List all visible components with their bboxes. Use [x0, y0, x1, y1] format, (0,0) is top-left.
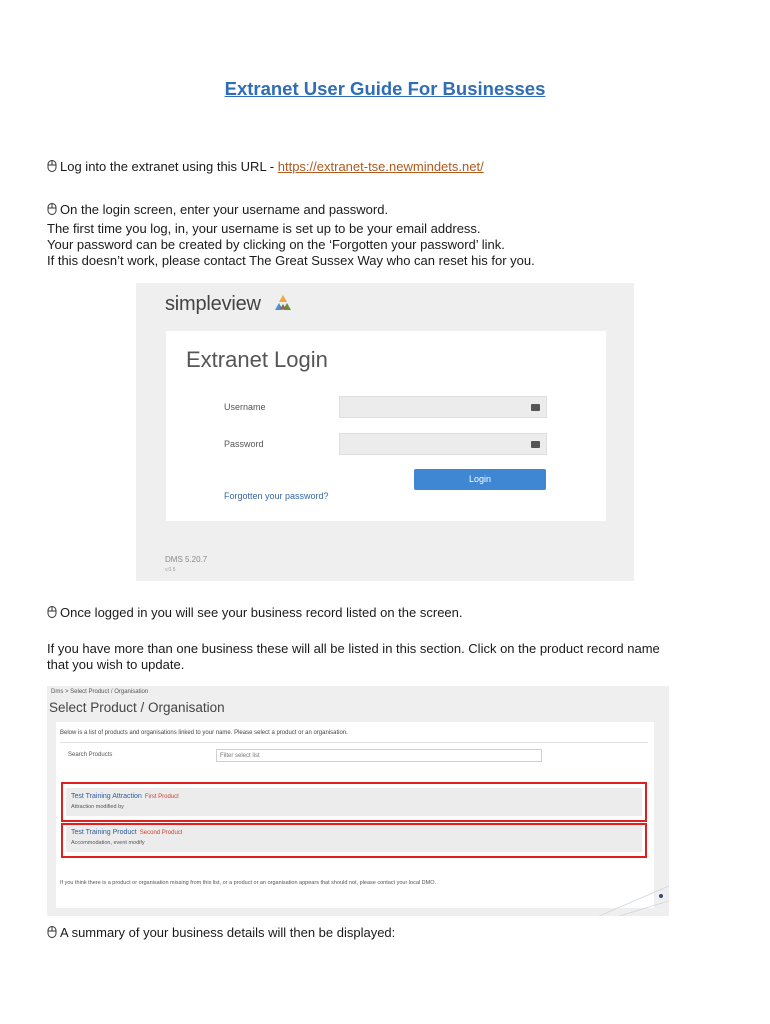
step-1-text: Log into the extranet using this URL -: [60, 159, 278, 174]
first-product-highlight: [61, 782, 647, 822]
login-button[interactable]: Login: [414, 469, 546, 490]
username-field[interactable]: [339, 396, 547, 418]
simpleview-brand: simpleview: [165, 293, 261, 315]
mouse-icon: [47, 926, 57, 938]
decorative-lines: [599, 876, 669, 916]
product-name-link[interactable]: Test Training Product: [71, 829, 137, 836]
product-tag: First Product: [144, 794, 179, 800]
product-sub: Attraction modified by: [71, 804, 124, 810]
step-4-heading: [47, 925, 395, 941]
login-footer: DMS 5.20.7: [165, 555, 208, 564]
forgot-password-link[interactable]: Forgotten your password?: [224, 491, 329, 501]
login-heading: Extranet Login: [186, 347, 328, 372]
mouse-icon: [47, 203, 57, 215]
step-4-heading-text: A summary of your business details will then be displayed:: [60, 925, 396, 940]
password-label: Password: [224, 439, 264, 449]
step-2-heading-text: On the login screen, enter your username and password.: [60, 202, 389, 217]
login-screenshot: [136, 283, 634, 581]
product-sub: Accommodation, event modify: [71, 840, 145, 846]
product-name-link[interactable]: Test Training Attraction: [71, 793, 142, 800]
step-2-line-2: Your password can be created by clicking on the ‘Forgotten your password’ link.: [47, 237, 505, 252]
login-card: [166, 331, 606, 521]
field-keyboard-icon: [531, 404, 540, 411]
step-3-body-line-2: that you wish to update.: [47, 657, 185, 672]
second-product-highlight: [61, 823, 647, 858]
step-3-heading-text: Once logged in you will see your business record listed on the screen.: [60, 605, 463, 620]
simpleview-logo-icon: [271, 294, 295, 314]
mouse-icon: [47, 606, 57, 618]
search-input[interactable]: Filter select list: [216, 749, 542, 762]
divider: [60, 742, 648, 743]
select-footer: If you think there is a product or organisation missing from this list, or a product or an organisation appears that should not, please contact your local DMO.: [60, 880, 437, 886]
login-footer-version: v.0.5: [165, 567, 176, 573]
field-keyboard-icon: [531, 441, 540, 448]
step-2-line-3: If this doesn’t work, please contact The Great Sussex Way who can reset his for you.: [47, 253, 535, 268]
mouse-icon: [47, 160, 57, 172]
password-field[interactable]: [339, 433, 547, 455]
breadcrumb[interactable]: Dms > Select Product / Organisation: [51, 689, 149, 695]
search-label: Search Products: [68, 752, 113, 758]
username-label: Username: [224, 402, 266, 412]
select-intro: Below is a list of products and organisations linked to your name. Please select a product or an organisation.: [60, 730, 348, 736]
extranet-url-link[interactable]: https://extranet-tse.newmindets.net/: [277, 159, 484, 174]
step-2-heading: [47, 202, 388, 218]
step-2-line-1: The first time you log, in, your username is set up to be your email address.: [47, 221, 481, 236]
step-3-body-line-1: If you have more than one business these will all be listed in this section. Click on the product record name: [47, 641, 660, 656]
document-title: Extranet User Guide For Businesses: [224, 78, 546, 99]
step-1: [47, 159, 484, 175]
step-3-heading: [47, 605, 463, 621]
product-tag: Second Product: [139, 830, 183, 836]
select-heading: Select Product / Organisation: [49, 700, 225, 715]
